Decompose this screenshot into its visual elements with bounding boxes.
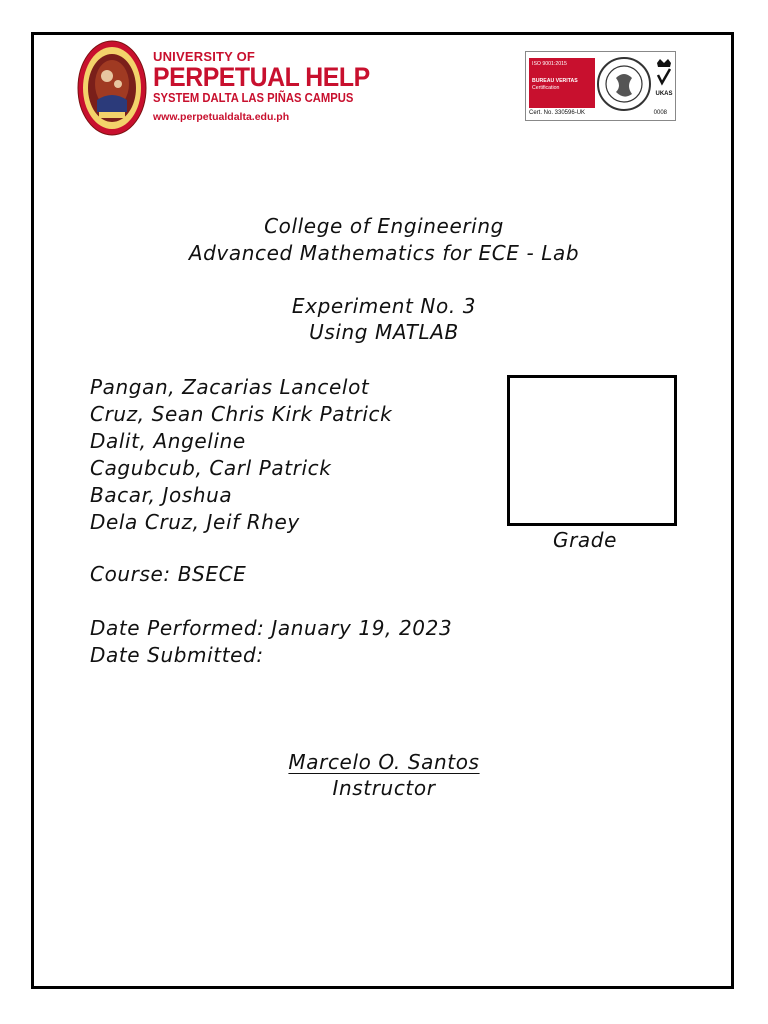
certifier-name: BUREAU VERITAS <box>532 78 578 84</box>
experiment-number: Experiment No. 3 <box>291 294 477 318</box>
member-name: Cagubcub, Carl Patrick <box>90 456 332 480</box>
course-line: Course: BSECE <box>90 562 247 586</box>
instructor-name-wrapper <box>0 750 768 774</box>
certification-badge <box>525 51 676 121</box>
university-header <box>153 50 389 124</box>
ukas-code: 0008 <box>653 110 667 116</box>
certifier-subtitle: Certification <box>532 85 560 91</box>
grade-box[interactable] <box>507 375 677 526</box>
ukas-crown-icon <box>654 57 674 107</box>
member-name: Bacar, Joshua <box>90 483 233 507</box>
bureau-veritas-seal-icon <box>596 56 652 112</box>
grade-label: Grade <box>553 528 617 552</box>
university-name-line2: PERPETUAL HELP <box>153 62 370 92</box>
member-name: Cruz, Sean Chris Kirk Patrick <box>90 402 393 426</box>
instructor-name: Marcelo O. Santos <box>288 750 480 774</box>
experiment-subject: Using MATLAB <box>309 320 459 344</box>
iso-standard: ISO 9001:2015 <box>532 61 567 67</box>
course-title: Advanced Mathematics for ECE - Lab <box>188 241 580 265</box>
iso-certification-panel <box>529 58 595 108</box>
university-name-line1: UNIVERSITY OF <box>153 49 256 64</box>
campus-name: SYSTEM DALTA LAS PIÑAS CAMPUS <box>153 91 354 105</box>
university-seal-icon <box>77 40 147 136</box>
date-submitted: Date Submitted: <box>90 643 264 667</box>
group-members-list <box>90 374 392 536</box>
member-name: Pangan, Zacarias Lancelot <box>90 375 370 399</box>
college-title: College of Engineering <box>264 214 504 238</box>
member-name: Dela Cruz, Jeif Rhey <box>90 510 300 534</box>
university-website[interactable]: www.perpetualdalta.edu.ph <box>153 111 290 123</box>
instructor-role: Instructor <box>332 776 436 800</box>
certificate-number: Cert. No. 330596-UK <box>529 110 586 116</box>
date-performed: Date Performed: January 19, 2023 <box>90 616 453 640</box>
ukas-label: UKAS <box>655 91 673 97</box>
member-name: Dalit, Angeline <box>90 429 246 453</box>
